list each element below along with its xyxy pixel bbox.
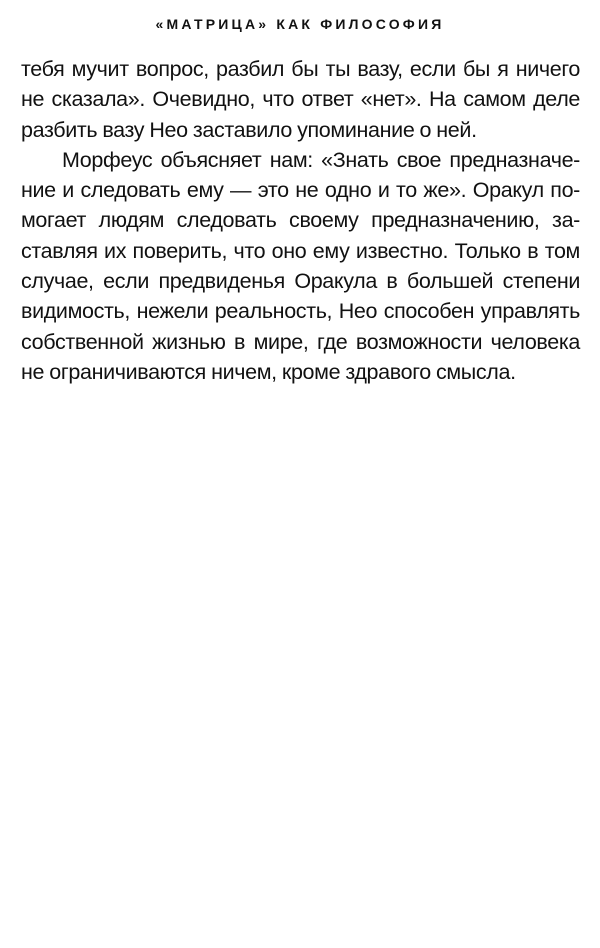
running-header: «МАТРИЦА» КАК ФИЛОСОФИЯ xyxy=(155,16,445,32)
paragraph-1 xyxy=(21,54,580,145)
text-line: ставляя их поверить, что оно ему известно. Только в том xyxy=(21,238,580,263)
text-line: Морфеус объясняет нам: «Знать свое предназначе- xyxy=(62,147,580,172)
text-line: могает людям следовать своему предназначению, за- xyxy=(21,208,580,233)
text-line: не ограничиваются ничем, кроме здравого смысла. xyxy=(21,359,516,384)
body-text xyxy=(21,54,580,387)
text-line: случае, если предвиденья Оракула в большей степени xyxy=(21,269,580,294)
text-line: видимость, нежели реальность, Нео способен управлять xyxy=(21,299,580,324)
text-line: не сказала». Очевидно, что ответ «нет». На самом деле xyxy=(21,87,580,112)
text-line: тебя мучит вопрос, разбил бы ты вазу, если бы я ничего xyxy=(21,57,580,81)
text-line: собственной жизнью в мире, где возможности человека xyxy=(21,329,580,354)
text-line: ние и следовать ему — это не одно и то же». Оракул по- xyxy=(21,178,580,203)
text-line: разбить вазу Нео заставило упоминание о ней. xyxy=(21,117,477,142)
paragraph-2 xyxy=(21,145,580,387)
